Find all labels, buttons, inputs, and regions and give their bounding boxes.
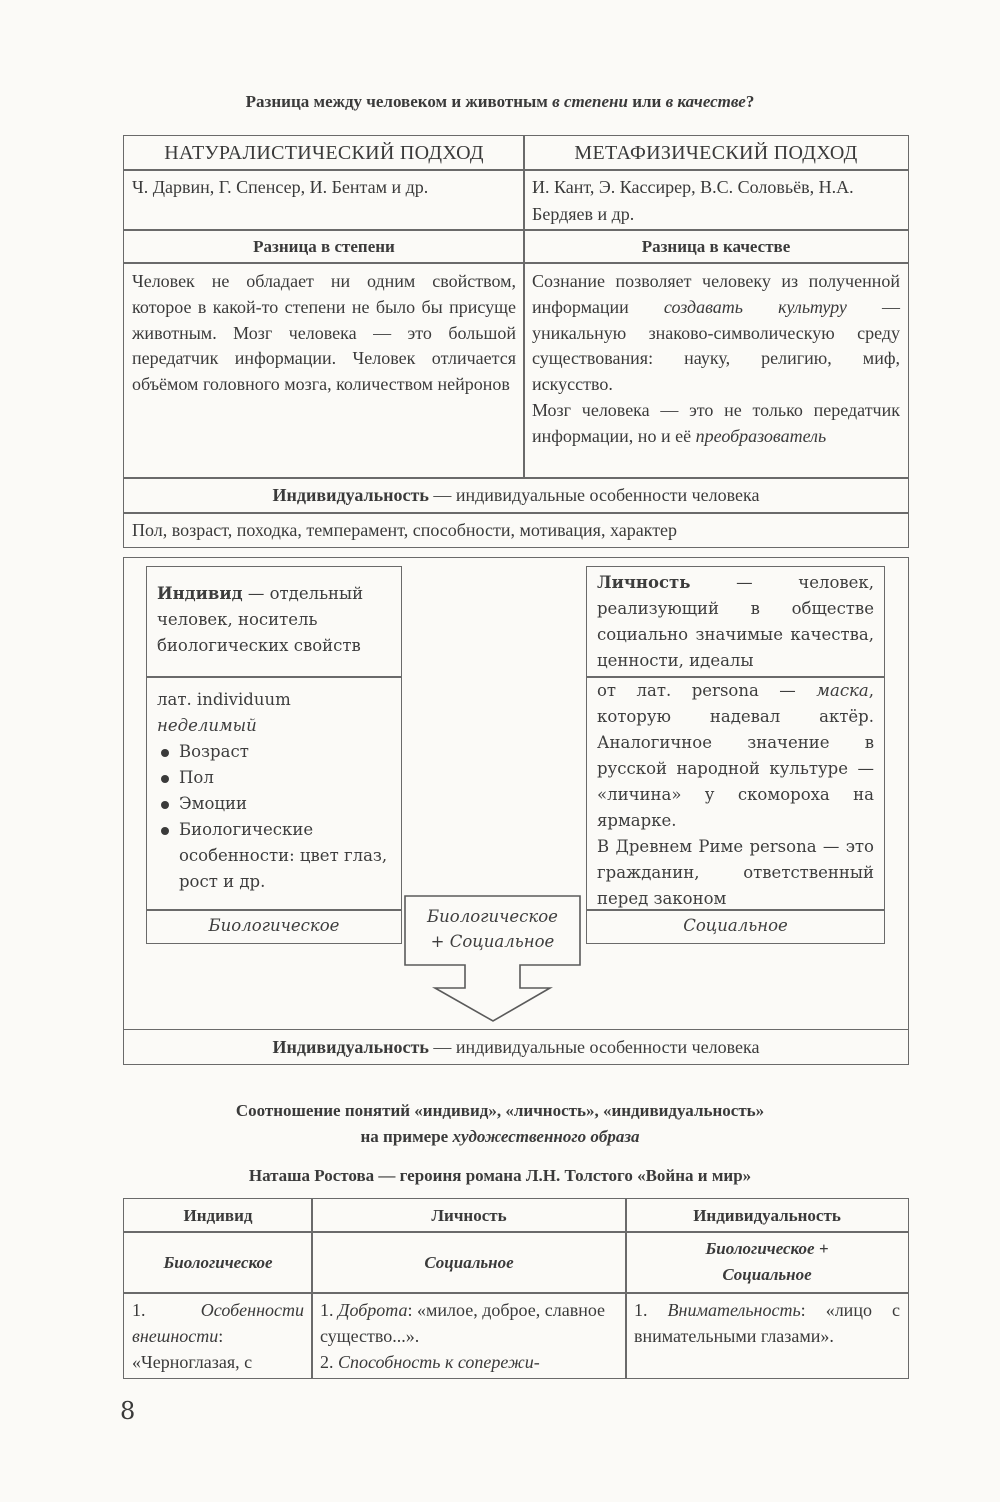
lichnost-text: — человек, реализующий в обществе социально значимые качества, ценности, идеалы xyxy=(597,573,874,670)
individuality-definition-row xyxy=(123,477,909,514)
text: : «Черноглазая, с xyxy=(132,1326,253,1372)
arrow-label-line: + Социальное xyxy=(430,932,555,951)
text: Сознание позволяет человеку из полученной информации xyxy=(532,271,900,317)
individuality-term: Индивидуальность xyxy=(272,1037,429,1057)
italic-text: маска xyxy=(816,681,869,700)
subheader-bio-social: Биологическое + Социальное xyxy=(625,1231,909,1294)
title-italic: в качестве xyxy=(665,92,746,111)
title-text: Разница между человеком и животным xyxy=(245,92,553,111)
individuality-text: — индивидуальные особенности человека xyxy=(428,1037,760,1057)
quality-paragraph-1 xyxy=(532,269,900,398)
title-text: или xyxy=(627,92,666,111)
text: Мозг человека — это не только передатчик информации, но и её xyxy=(532,399,900,446)
individuality-text: — индивидуальные особенности человека xyxy=(428,485,760,505)
title-italic: художественного образа xyxy=(452,1127,640,1146)
title-text: на примере xyxy=(360,1127,453,1146)
list-item: Пол xyxy=(157,765,391,791)
subheader-biological: Биологическое xyxy=(123,1231,313,1294)
subheader-social: Социальное xyxy=(311,1231,627,1294)
lichnost-rome: В Древнем Риме persona — это гражданин, ответственный перед законом xyxy=(597,837,874,908)
list-item: Биологические особенности: цвет глаз, рост и др. xyxy=(157,817,391,895)
lichnost-item-1 xyxy=(320,1297,618,1349)
individ-definition xyxy=(146,566,402,678)
header-individuality: Индивидуальность xyxy=(625,1198,909,1233)
quality-description xyxy=(523,262,909,479)
lichnost-item-2 xyxy=(320,1349,618,1375)
individ-text: — отдельный человек, носитель биологических свойств xyxy=(157,584,364,655)
page-number: 8 xyxy=(120,1397,136,1425)
individ-traits-list xyxy=(157,739,391,895)
individ-latin: лат. individuum xyxy=(157,690,291,709)
arrow-label-line: Биологическое xyxy=(427,907,558,926)
individ-details xyxy=(146,676,402,911)
cell-individuality-attentiveness xyxy=(625,1292,909,1379)
traits-row: Пол, возраст, походка, темперамент, способности, мотивация, характер xyxy=(123,512,909,548)
italic-text: преобразователь xyxy=(695,425,827,446)
degree-description: Человек не обладает ни одним свойством, которое в какой-то степени не было бы присуще животным. Мозг человека — это большой передатчик информации. Человек отличается объёмом головного мозга, количеством нейронов xyxy=(123,262,525,479)
header-individ: Индивид xyxy=(123,1198,313,1233)
lichnost-details xyxy=(586,676,885,911)
quality-subheader: Разница в качестве xyxy=(523,229,909,264)
section1-title xyxy=(0,92,1000,112)
cell-lichnost-qualities xyxy=(311,1292,627,1379)
title-text: ? xyxy=(745,92,755,111)
list-item: Эмоции xyxy=(157,791,391,817)
header-lichnost: Личность xyxy=(311,1198,627,1233)
naturalistic-header: НАТУРАЛИСТИЧЕСКИЙ ПОДХОД xyxy=(123,135,525,171)
text: от лат. persona — xyxy=(597,681,817,700)
quality-paragraph-2 xyxy=(532,398,900,450)
text: : «милое, доброе, славное существо...». xyxy=(320,1300,606,1346)
individuality-term: Индивидуальность xyxy=(272,485,429,505)
section2-subtitle: Наташа Ростова — героиня романа Л.Н. Толстого «Война и мир» xyxy=(248,1166,752,1185)
italic-text: создавать культуру xyxy=(663,296,847,317)
item-number: 1. xyxy=(634,1300,668,1320)
lichnost-term: Личность xyxy=(597,573,691,592)
italic-text: Доброта xyxy=(338,1300,408,1320)
lichnost-origin xyxy=(597,678,874,834)
title-line: Соотношение понятий «индивид», «личность», «индивидуальность» xyxy=(235,1101,765,1120)
individ-latin-meaning: неделимый xyxy=(157,716,257,735)
cell-individ-appearance xyxy=(123,1292,313,1379)
arrow-label xyxy=(405,904,580,954)
degree-subheader: Разница в степени xyxy=(123,229,525,264)
item-number: 1. xyxy=(132,1300,201,1320)
italic-text: Способность к сопережи- xyxy=(338,1352,540,1372)
individ-term: Индивид xyxy=(157,584,243,603)
naturalistic-authors: Ч. Дарвин, Г. Спенсер, И. Бентам и др. xyxy=(123,169,525,231)
item-number: 2. xyxy=(320,1352,338,1372)
lichnost-footer: Социальное xyxy=(586,909,885,944)
text: — уникальную знаково-символическую среду существования: науку, религию, миф, искусство. xyxy=(532,296,900,395)
lichnost-definition xyxy=(586,566,885,678)
list-item: Возраст xyxy=(157,739,391,765)
item-number: 1. xyxy=(320,1300,338,1320)
metaphysical-authors: И. Кант, Э. Кассирер, В.С. Соловьёв, Н.А. Бердяев и др. xyxy=(523,169,909,231)
metaphysical-header: МЕТАФИЗИЧЕСКИЙ ПОДХОД xyxy=(523,135,909,171)
text: , которую надевал актёр. Аналогичное значение в русской народной культуре — «личина» у скомороха на ярмарке. xyxy=(597,681,874,830)
text: : «лицо с внимательными глазами». xyxy=(634,1300,900,1346)
section2-title xyxy=(0,1098,1000,1150)
title-line xyxy=(0,1124,1000,1150)
italic-text: Особенности внешности xyxy=(132,1300,304,1346)
italic-text: Внимательность xyxy=(667,1300,801,1320)
diagram-individuality-row xyxy=(123,1029,909,1065)
title-italic: в степени xyxy=(552,92,628,111)
individ-footer: Биологическое xyxy=(146,909,402,944)
